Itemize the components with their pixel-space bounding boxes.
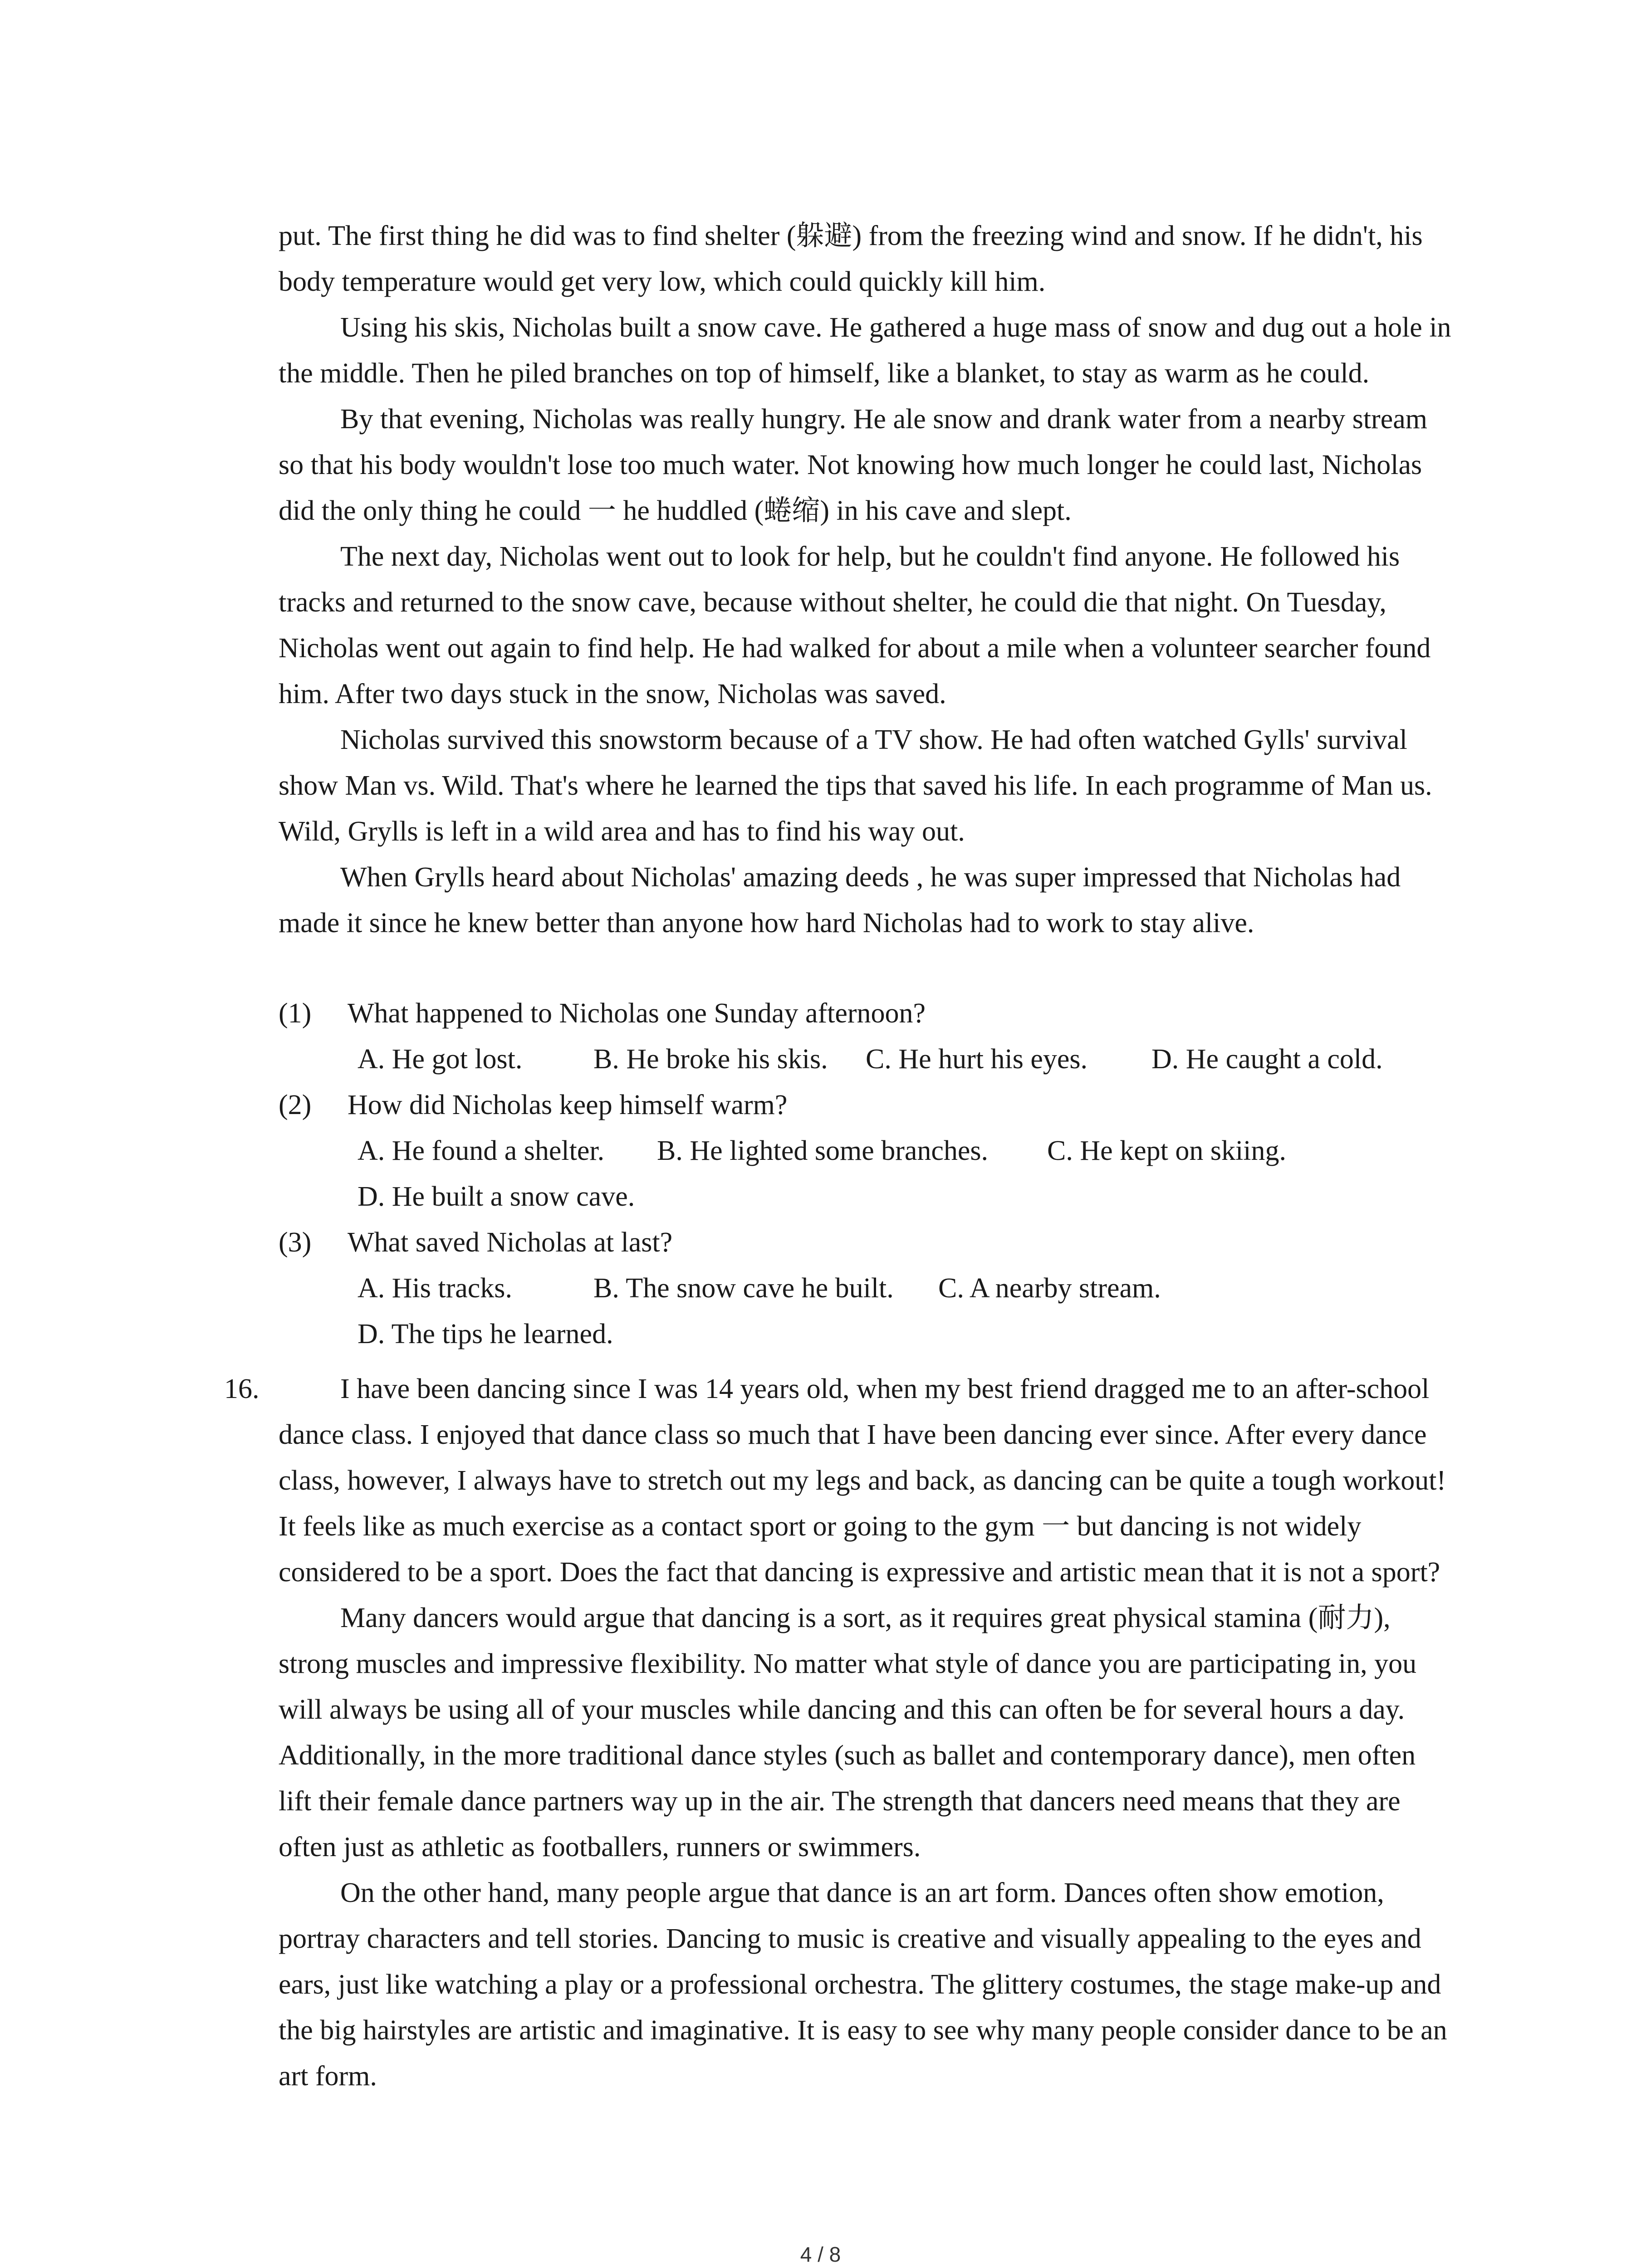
passage-15-paragraph: When Grylls heard about Nicholas' amazing deeds , he was super impressed that Nicholas had made it since he knew better than anyone how hard Nicholas had to work to stay alive. xyxy=(279,862,1401,938)
question-text: How did Nicholas keep himself warm? xyxy=(348,1090,788,1120)
passage-16 xyxy=(279,1366,1454,2099)
question-16-number: 16. xyxy=(224,1374,260,1404)
passage-15-paragraph: The next day, Nicholas went out to look for help, but he couldn't find anyone. He followed his tracks and returned to the snow cave, because without shelter, he could die that night. On Tuesday, Nicholas went out again to find help. He had walked for about a mile when a volunteer searcher found him. After two days stuck in the snow, Nicholas was saved. xyxy=(279,541,1431,709)
option-b[interactable]: B. The snow cave he built. xyxy=(593,1273,894,1304)
option-a[interactable]: A. He got lost. xyxy=(358,1044,523,1075)
question-3-options xyxy=(358,1266,1446,1357)
passage-15 xyxy=(279,213,1454,946)
option-d[interactable]: D. The tips he learned. xyxy=(358,1319,613,1349)
passage-16-paragraph: I have been dancing since I was 14 years old, when my best friend dragged me to an after-school dance class. I enjoyed that dance class so much that I have been dancing ever since. After every dance class, however, I always have to stretch out my legs and back, as dancing can be quite a tough workout! It feels like as much exercise as a contact sport or going to the gym 一 but dancing is not widely considered to be a sport. Does the fact that dancing is expressive and artistic mean that it is not a sport? xyxy=(279,1374,1446,1588)
option-d[interactable]: D. He built a snow cave. xyxy=(358,1181,635,1212)
question-number: (2) xyxy=(279,1090,312,1120)
passage-15-paragraph: Nicholas survived this snowstorm because of a TV show. He had often watched Gylls' survival show Man vs. Wild. That's where he learned the tips that saved his life. In each programme of Man us. Wild, Grylls is left in a wild area and has to find his way out. xyxy=(279,724,1432,847)
option-b[interactable]: B. He broke his skis. xyxy=(593,1044,828,1075)
option-c[interactable]: C. He hurt his eyes. xyxy=(866,1044,1088,1075)
option-a[interactable]: A. He found a shelter. xyxy=(358,1135,605,1166)
passage-15-paragraph: put. The first thing he did was to find shelter (躲避) from the freezing wind and snow. If he didn't, his body temperature would get very low, which could quickly kill him. xyxy=(279,220,1423,297)
option-d[interactable]: D. He caught a cold. xyxy=(1151,1044,1383,1075)
passage-16-paragraph: Many dancers would argue that dancing is a sort, as it requires great physical stamina (耐力), strong muscles and impressive flexibility. No matter what style of dance you are participating in, you will always be using all of your muscles while dancing and this can often be for several hours a day. Additionally, in the more traditional dance styles (such as ballet and contemporary dance), men often lift their female dance partners way up in the air. The strength that dancers need means that they are often just as athletic as footballers, runners or swimmers. xyxy=(279,1603,1417,1862)
question-text: What happened to Nicholas one Sunday afternoon? xyxy=(348,998,926,1029)
passage-15-paragraph: Using his skis, Nicholas built a snow cave. He gathered a huge mass of snow and dug out a hole in the middle. Then he piled branches on top of himself, like a blanket, to stay as warm as he could. xyxy=(279,312,1451,389)
question-1-options xyxy=(358,1036,1446,1082)
option-c[interactable]: C. A nearby stream. xyxy=(938,1273,1161,1304)
option-b[interactable]: B. He lighted some branches. xyxy=(657,1135,989,1166)
passage-16-paragraph: On the other hand, many people argue that dance is an art form. Dances often show emotion, portray characters and tell stories. Dancing to music is creative and visually appealing to the eyes and ears, just like watching a play or a professional orchestra. The glittery costumes, the stage make-up and the big hairstyles are artistic and imaginative. It is easy to see why many people consider dance to be an art form. xyxy=(279,1877,1447,2092)
passage-15-paragraph: By that evening, Nicholas was really hungry. He ale snow and drank water from a nearby stream so that his body wouldn't lose too much water. Not knowing how much longer he could last, Nicholas did the only thing he could 一 he huddled (蜷缩) in his cave and slept. xyxy=(279,404,1427,526)
option-a[interactable]: A. His tracks. xyxy=(358,1273,512,1304)
page-number: 4 / 8 xyxy=(800,2243,841,2266)
question-number: (3) xyxy=(279,1227,312,1258)
question-number: (1) xyxy=(279,998,312,1029)
question-text: What saved Nicholas at last? xyxy=(348,1227,673,1258)
question-2-options xyxy=(358,1128,1446,1220)
option-c[interactable]: C. He kept on skiing. xyxy=(1047,1135,1286,1166)
